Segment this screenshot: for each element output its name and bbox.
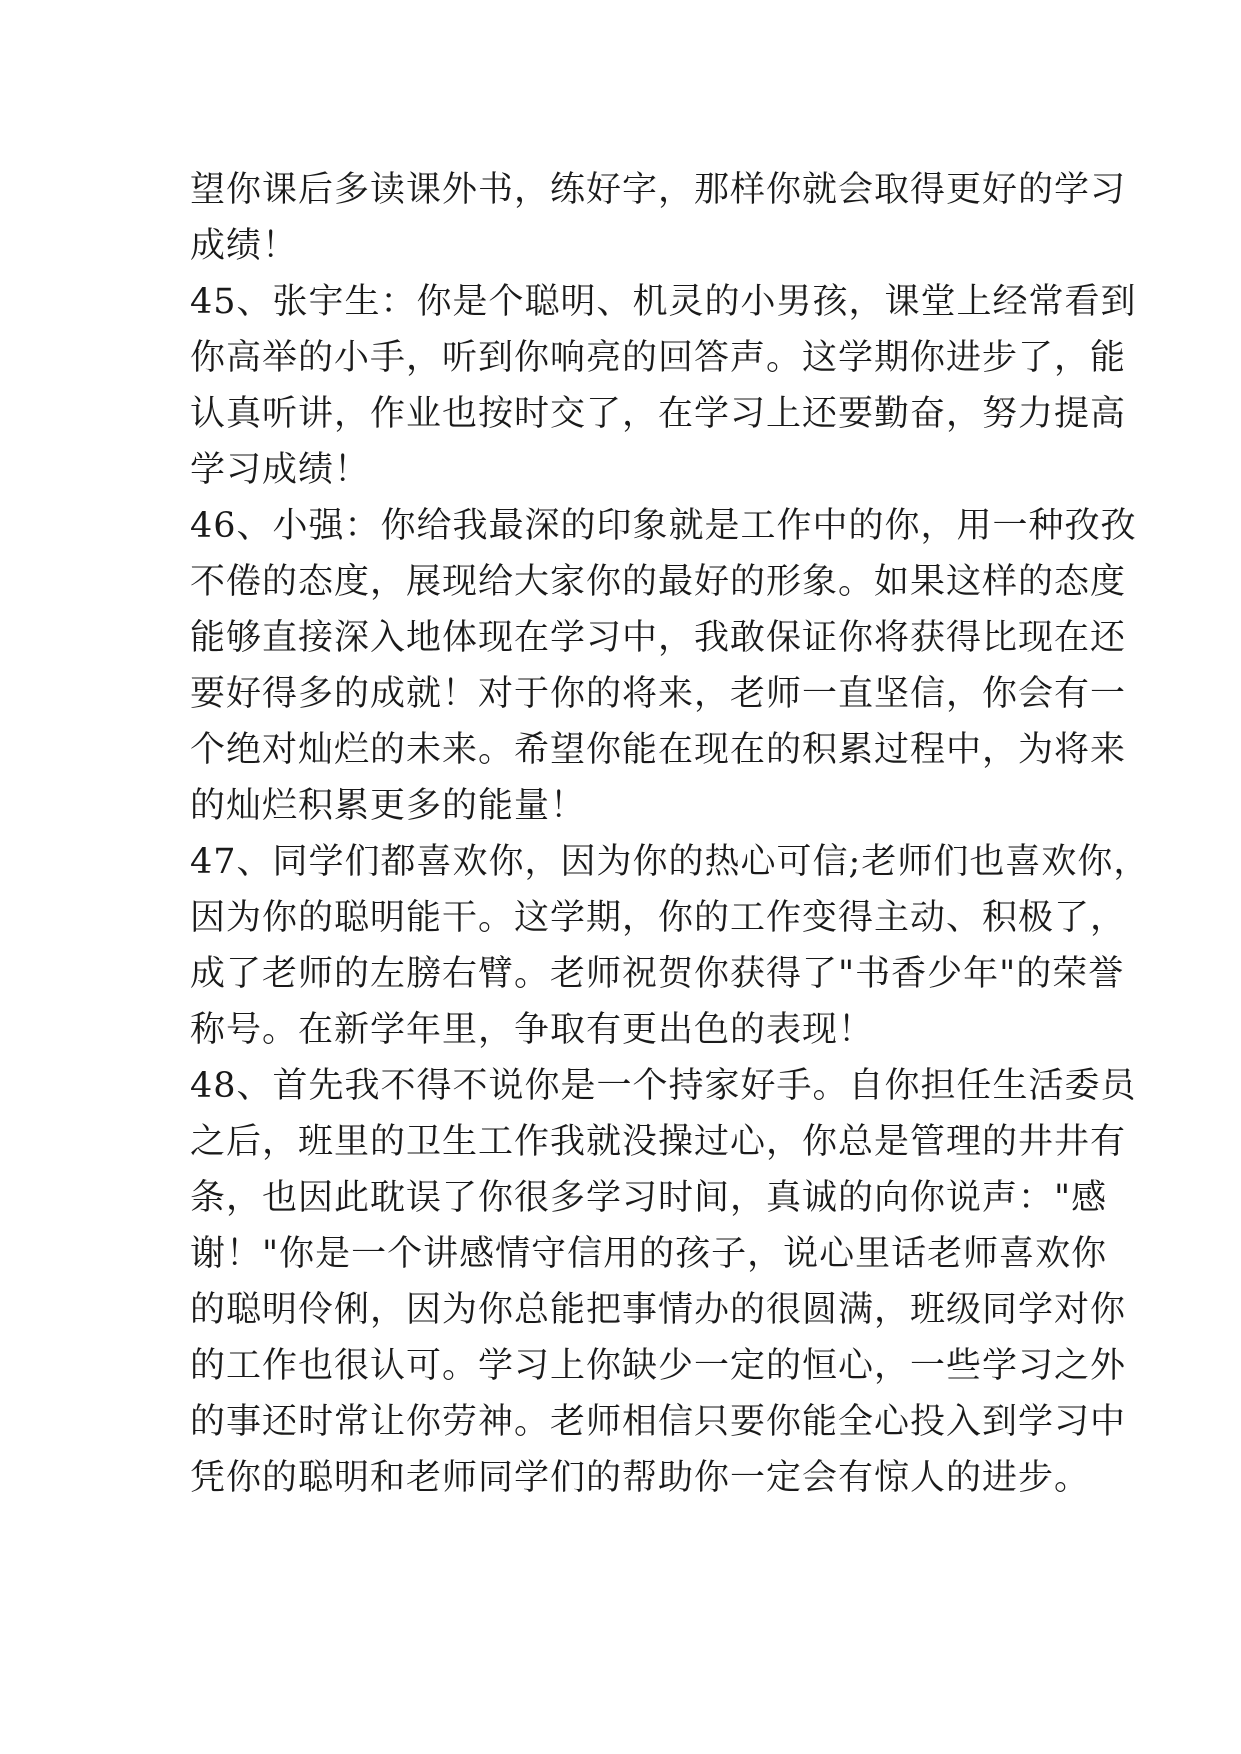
- text-line: 的事还时常让你劳神。老师相信只要你能全心投入到学习中: [190, 1402, 1127, 1442]
- text-line: 之后，班里的卫生工作我就没操过心，你总是管理的井井有: [190, 1122, 1127, 1162]
- text-line: 46、小强：你给我最深的印象就是工作中的你，用一种孜孜: [190, 506, 1137, 546]
- text-line: 学习成绩！: [190, 450, 371, 490]
- text-line: 成了老师的左膀右臂。老师祝贺你获得了"书香少年"的荣誉: [190, 954, 1125, 994]
- text-line: 的灿烂积累更多的能量！: [190, 786, 587, 826]
- text-line: 认真听讲，作业也按时交了，在学习上还要勤奋，努力提高: [190, 394, 1127, 434]
- text-line: 要好得多的成就！对于你的将来，老师一直坚信，你会有一: [190, 674, 1127, 714]
- text-line: 的聪明伶俐，因为你总能把事情办的很圆满，班级同学对你: [190, 1290, 1127, 1330]
- text-line: 望你课后多读课外书，练好字，那样你就会取得更好的学习: [190, 170, 1127, 210]
- text-line: 成绩！: [190, 226, 299, 266]
- text-line: 凭你的聪明和老师同学们的帮助你一定会有惊人的进步。: [190, 1458, 1091, 1498]
- text-line: 你高举的小手，听到你响亮的回答声。这学期你进步了，能: [190, 338, 1127, 378]
- text-line: 45、张宇生：你是个聪明、机灵的小男孩，课堂上经常看到: [190, 282, 1137, 322]
- document-body: [190, 162, 1150, 1506]
- text-line: 的工作也很认可。学习上你缺少一定的恒心，一些学习之外: [190, 1346, 1127, 1386]
- text-line: 称号。在新学年里，争取有更出色的表现！: [190, 1010, 875, 1050]
- text-line: 47、同学们都喜欢你，因为你的热心可信;老师们也喜欢你，: [190, 842, 1150, 882]
- text-line: 谢！"你是一个讲感情守信用的孩子，说心里话老师喜欢你: [190, 1234, 1108, 1274]
- text-line: 能够直接深入地体现在学习中，我敢保证你将获得比现在还: [190, 618, 1127, 658]
- text-line: 因为你的聪明能干。这学期，你的工作变得主动、积极了，: [190, 898, 1127, 938]
- text-line: 48、首先我不得不说你是一个持家好手。自你担任生活委员: [190, 1066, 1137, 1106]
- text-line: 个绝对灿烂的未来。希望你能在现在的积累过程中，为将来: [190, 730, 1127, 770]
- text-line: 条，也因此耽误了你很多学习时间，真诚的向你说声："感: [190, 1178, 1108, 1218]
- text-line: 不倦的态度，展现给大家你的最好的形象。如果这样的态度: [190, 562, 1127, 602]
